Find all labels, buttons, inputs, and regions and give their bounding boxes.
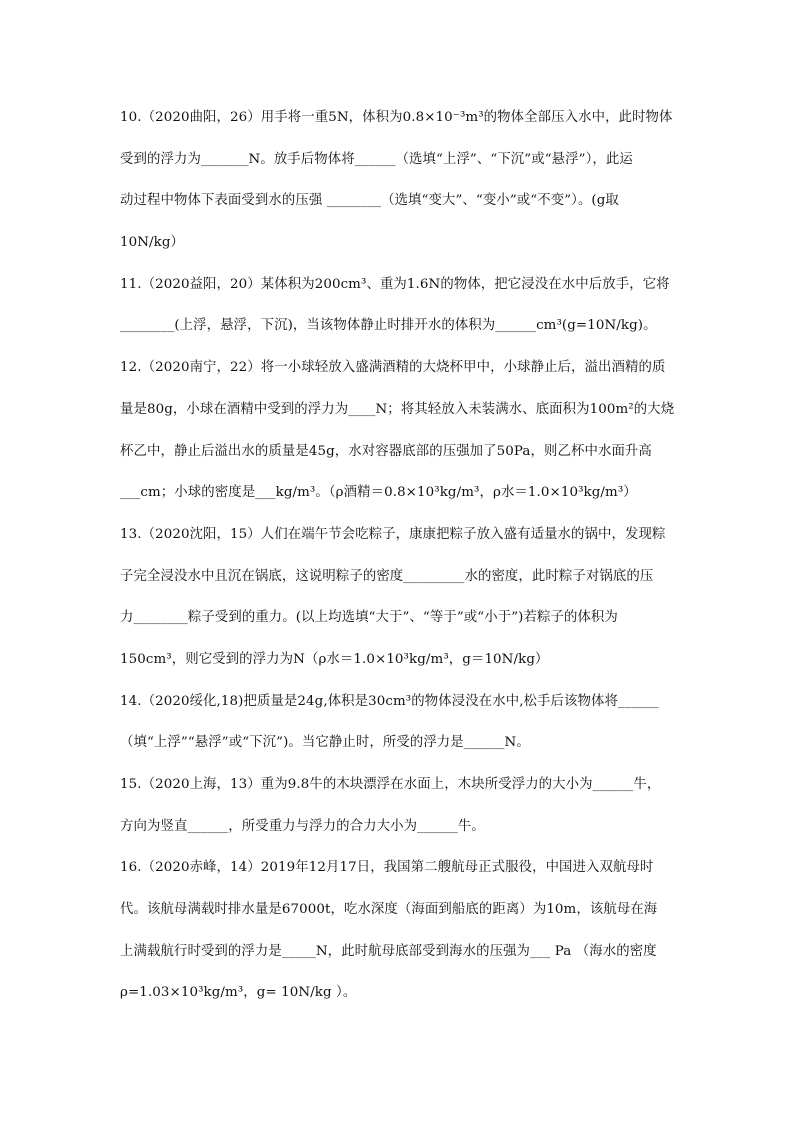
text-line: 12.（2020南宁，22）将一小球轻放入盛满酒精的大烧杯甲中，小球静止后，溢出酒精的质 [120,360,666,376]
text-line: 动过程中物体下表面受到水的压强 ________（选填“变大”、“变小”或“不变”）。(g取 [120,193,619,209]
question-11 [120,264,676,347]
text-line: 10.（2020曲阳，26）用手将一重5N，体积为0.8×10⁻³m³的物体全部压入水中，此时物体 [120,110,673,125]
text-line: 子完全浸没水中且沉在锅底，这说明粽子的密度_________水的密度，此时粽子对锅底的压 [120,568,654,584]
question-14 [120,681,676,764]
text-line: 15.（2020上海，13）重为9.8牛的木块漂浮在水面上，木块所受浮力的大小为______牛， [120,777,661,792]
question-15 [120,764,676,847]
text-line: 11.（2020益阳，20）某体积为200cm³、重为1.6N的物体，把它浸没在水中后放手，它将 [120,276,670,292]
question-10 [120,97,676,264]
text-line: 杯乙中，静止后溢出水的质量是45g，水对容器底部的压强加了50Pa，则乙杯中水面升高 [120,443,652,459]
text-line: ρ=1.03×10³kg/m³，g= 10N/kg ）。 [120,985,357,1001]
text-line: ___cm；小球的密度是___kg/m³。（ρ酒精＝0.8×10³kg/m³，ρ水＝1.0×10³kg/m³） [120,485,637,501]
text-line: 代。该航母满载时排水量是67000t，吃水深度（海面到船底的距离）为10m，该航母在海 [120,902,658,918]
question-13 [120,514,676,681]
text-line: 方向为竖直______，所受重力与浮力的合力大小为______牛。 [120,818,485,834]
question-16 [120,847,676,1014]
document-body [120,97,676,1014]
text-line: 16.（2020赤峰，14）2019年12月17日，我国第二艘航母正式服役，中国进入双航母时 [120,860,654,876]
text-line: 受到的浮力为_______N。放手后物体将______（选填“上浮”、“下沉”或“悬浮”），此运 [120,151,633,167]
text-line: 力________粽子受到的重力。(以上均选填“大于”、“等于”或“小于”)若粽子的体积为 [120,610,618,626]
text-line: ________(上浮，悬浮，下沉)，当该物体静止时排开水的体积为______cm³(g=10N/kg)。 [120,318,657,334]
text-line: 上满载航行时受到的浮力是_____N，此时航母底部受到海水的压强为___ Pa （海水的密度 [120,943,657,959]
question-12 [120,347,676,514]
text-line: 150cm³，则它受到的浮力为N（ρ水＝1.0×10³kg/m³，g＝10N/kg） [120,651,549,667]
text-line: 14.（2020绥化,18)把质量是24g,体积是30cm³的物体浸没在水中,松手后该物体将______ [120,693,659,709]
text-line: （填“上浮”“悬浮”或“下沉”)。当它静止时，所受的浮力是______N。 [120,735,530,751]
text-line: 量是80g，小球在酒精中受到的浮力为____N；将其轻放入未装满水、底面积为100m²的大烧 [120,401,675,417]
text-line: 13.（2020沈阳，15）人们在端午节会吃粽子，康康把粽子放入盛有适量水的锅中，发现粽 [120,526,666,542]
text-line: 10N/kg） [120,235,185,251]
